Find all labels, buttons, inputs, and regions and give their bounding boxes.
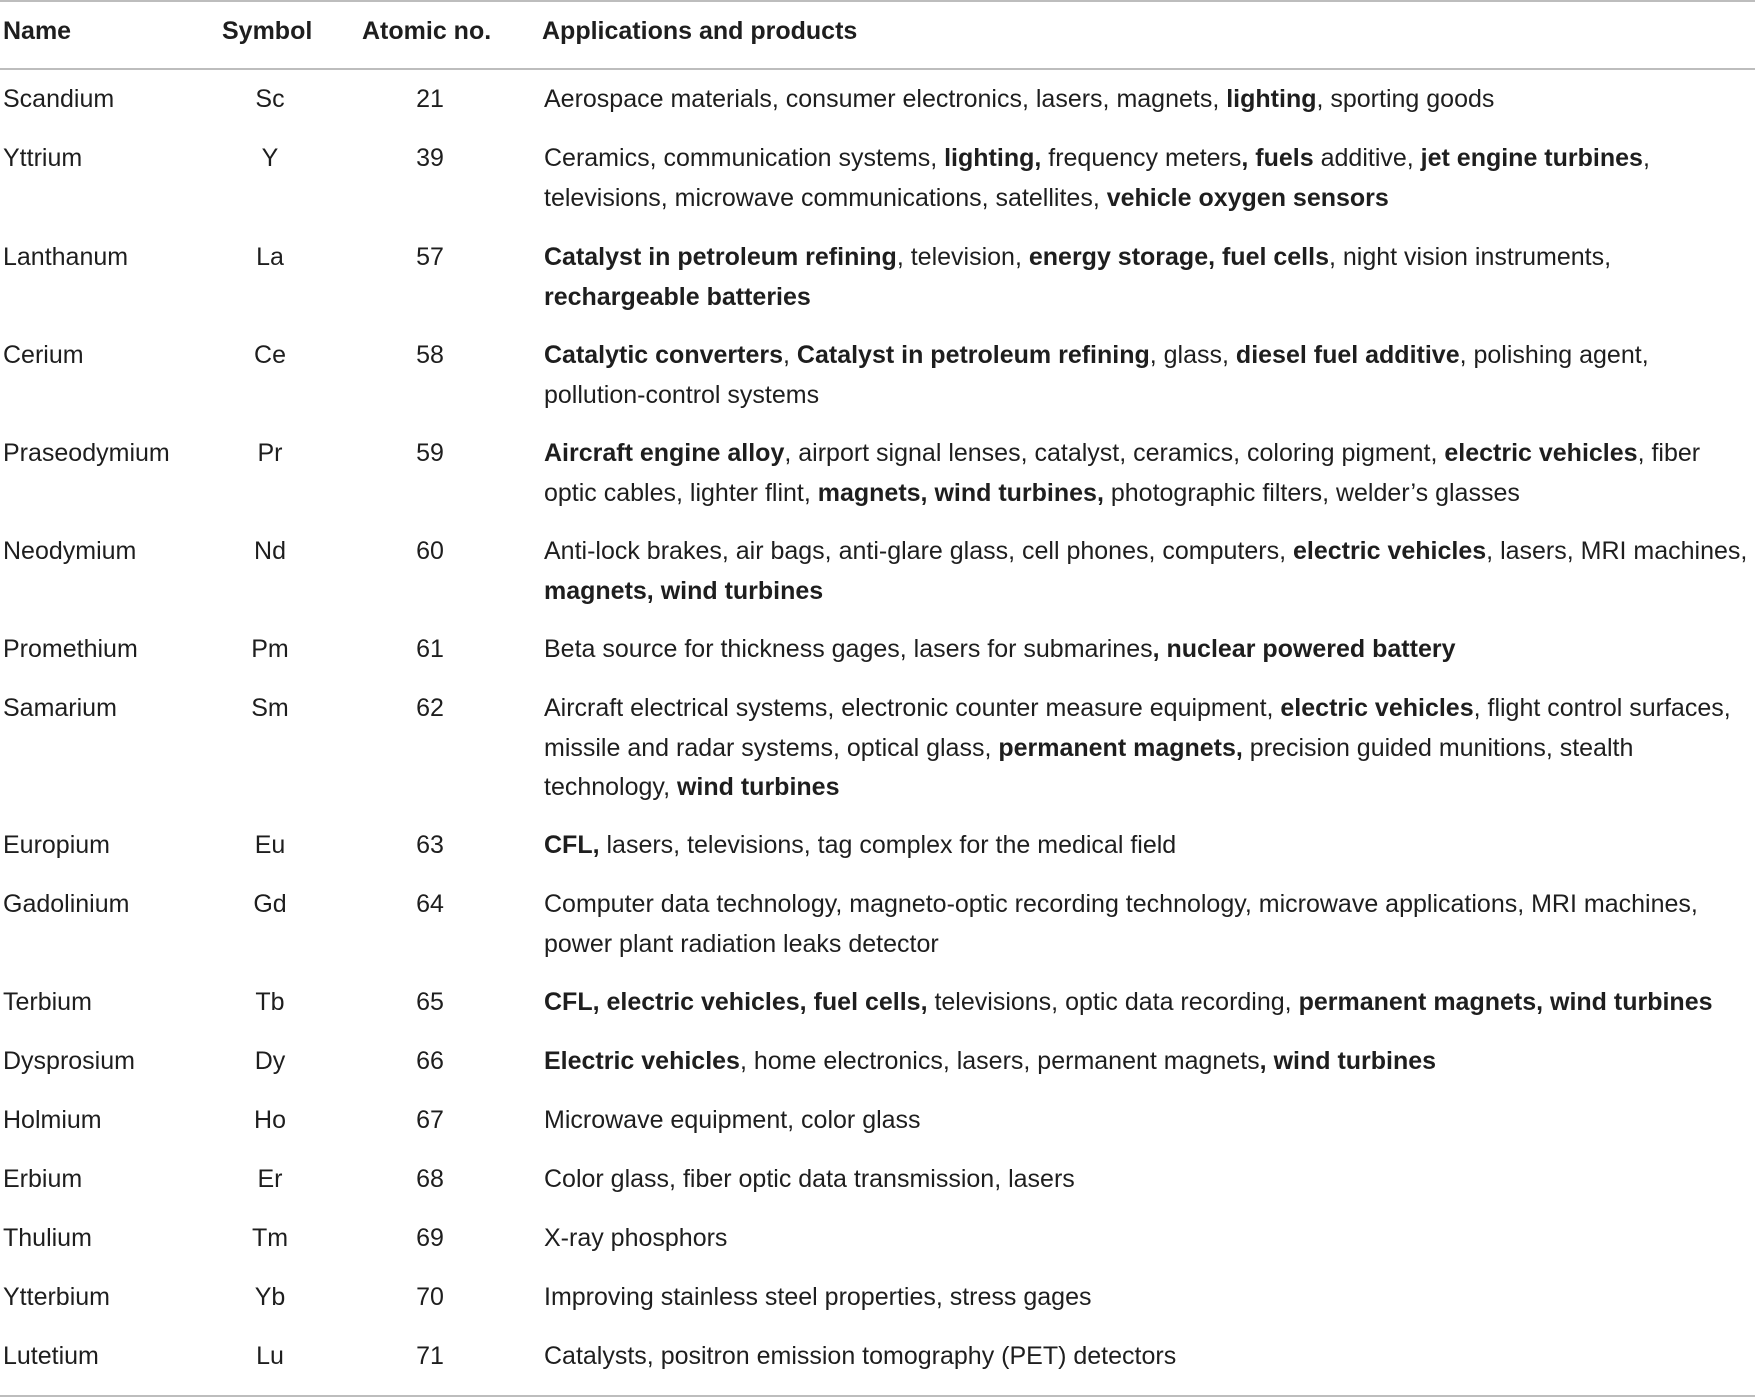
element-name: Terbium bbox=[3, 988, 92, 1016]
application-segment: , home electronics, lasers, permanent magnets bbox=[739, 1047, 1260, 1075]
application-bold-segment: Electric vehicles bbox=[544, 1047, 740, 1075]
application-bold-segment: magnets, wind turbines bbox=[544, 576, 824, 605]
application-segment: Computer data technology, magneto-optic recording technology, microwave applications, MRI machines, power plant radiation leaks detector bbox=[544, 890, 1698, 958]
applications-text bbox=[544, 1278, 1754, 1318]
atomic-number: 64 bbox=[416, 890, 444, 918]
applications-text bbox=[544, 336, 1754, 415]
element-symbol: Tm bbox=[251, 1224, 289, 1252]
application-segment: , televisions, microwave communications, satellites, bbox=[544, 144, 1650, 212]
atomic-number: 66 bbox=[416, 1047, 444, 1075]
application-bold-segment: magnets, wind turbines, bbox=[817, 478, 1104, 507]
application-segment: , polishing agent, pollution-control systems bbox=[544, 341, 1649, 409]
applications-text bbox=[544, 80, 1754, 120]
application-bold-segment: Catalyst in petroleum refining bbox=[796, 341, 1150, 369]
element-name: Gadolinium bbox=[3, 890, 130, 918]
application-bold-segment: wind turbines bbox=[676, 773, 840, 801]
element-name: Erbium bbox=[3, 1165, 83, 1193]
element-symbol: Ce bbox=[254, 341, 286, 369]
atomic-number: 57 bbox=[416, 243, 444, 271]
atomic-number: 67 bbox=[416, 1106, 444, 1134]
applications-text bbox=[544, 532, 1754, 611]
application-segment: frequency meters bbox=[1041, 144, 1242, 172]
element-symbol: Pm bbox=[251, 635, 289, 663]
application-segment: Catalysts, positron emission tomography (PET) detectors bbox=[544, 1342, 1177, 1370]
applications-text bbox=[544, 630, 1754, 670]
element-symbol: Sm bbox=[251, 694, 289, 722]
atomic-number: 68 bbox=[416, 1165, 444, 1193]
application-bold-segment: , wind turbines bbox=[1259, 1047, 1437, 1075]
application-segment: televisions, optic data recording, bbox=[927, 988, 1299, 1016]
atomic-number: 69 bbox=[416, 1224, 444, 1252]
element-symbol: Nd bbox=[254, 537, 286, 565]
application-segment: precision guided munitions, stealth technology, bbox=[544, 733, 1634, 801]
application-segment: , sporting goods bbox=[1316, 85, 1495, 113]
element-name: Lanthanum bbox=[3, 243, 129, 271]
applications-text bbox=[544, 1337, 1754, 1377]
element-symbol: Pr bbox=[257, 439, 283, 467]
element-name: Scandium bbox=[3, 85, 115, 113]
application-bold-segment: energy storage, fuel cells bbox=[1028, 243, 1329, 271]
element-name: Dysprosium bbox=[3, 1047, 135, 1075]
header-name: Name bbox=[3, 17, 72, 45]
application-segment: additive, bbox=[1313, 144, 1421, 172]
application-bold-segment: electric vehicles bbox=[1444, 439, 1638, 467]
application-bold-segment: electric vehicles bbox=[1280, 694, 1474, 722]
application-segment: , night vision instruments, bbox=[1328, 243, 1612, 271]
element-symbol: Dy bbox=[254, 1047, 286, 1075]
atomic-number: 59 bbox=[416, 439, 444, 467]
application-bold-segment: lighting, bbox=[944, 144, 1042, 172]
element-symbol: Yb bbox=[254, 1283, 286, 1311]
element-name: Yttrium bbox=[3, 144, 83, 172]
application-segment: Beta source for thickness gages, lasers for submarines bbox=[544, 635, 1153, 663]
applications-text bbox=[544, 826, 1754, 866]
application-segment: Aircraft electrical systems, electronic counter measure equipment, bbox=[544, 694, 1281, 722]
element-name: Europium bbox=[3, 831, 110, 859]
element-name: Samarium bbox=[3, 694, 117, 722]
element-name: Praseodymium bbox=[3, 439, 170, 467]
application-segment: Ceramics, communication systems, bbox=[544, 144, 945, 172]
element-symbol: Y bbox=[261, 144, 279, 172]
application-segment: Anti-lock brakes, air bags, anti-glare glass, cell phones, computers, bbox=[544, 537, 1293, 565]
applications-text bbox=[544, 885, 1754, 964]
application-bold-segment: electric vehicles bbox=[1292, 537, 1487, 565]
application-bold-segment: permanent magnets, wind turbines bbox=[1298, 988, 1713, 1016]
applications-text bbox=[544, 1101, 1754, 1141]
application-bold-segment: Catalyst in petroleum refining bbox=[544, 243, 897, 271]
atomic-number: 21 bbox=[416, 85, 444, 113]
element-symbol: Lu bbox=[256, 1342, 284, 1370]
application-bold-segment: permanent magnets, bbox=[998, 733, 1243, 762]
atomic-number: 62 bbox=[416, 694, 444, 722]
applications-text bbox=[544, 139, 1754, 218]
header-atomic-no: Atomic no. bbox=[362, 17, 492, 45]
application-segment: , flight control surfaces, missile and radar systems, optical glass, bbox=[544, 694, 1731, 762]
element-name: Promethium bbox=[3, 635, 138, 663]
element-symbol: Tb bbox=[255, 988, 285, 1016]
header-row bbox=[0, 0, 1755, 68]
atomic-number: 61 bbox=[416, 635, 444, 663]
element-symbol: Gd bbox=[253, 890, 287, 918]
applications-text bbox=[544, 689, 1754, 808]
application-bold-segment: , nuclear powered battery bbox=[1152, 635, 1456, 663]
application-segment: , lasers, MRI machines, bbox=[1486, 537, 1748, 565]
element-name: Thulium bbox=[3, 1224, 92, 1252]
applications-text bbox=[544, 238, 1754, 317]
header-rule bbox=[0, 68, 1755, 70]
application-bold-segment: vehicle oxygen sensors bbox=[1106, 183, 1389, 212]
application-bold-segment: CFL, electric vehicles, fuel cells, bbox=[544, 988, 928, 1016]
element-symbol: Er bbox=[257, 1165, 283, 1193]
application-bold-segment: CFL, bbox=[544, 831, 600, 859]
application-bold-segment: Catalytic converters bbox=[544, 341, 784, 369]
application-segment: X-ray phosphors bbox=[544, 1224, 728, 1252]
applications-text bbox=[544, 1042, 1754, 1082]
application-bold-segment: diesel fuel additive bbox=[1235, 341, 1460, 369]
atomic-number: 71 bbox=[416, 1342, 444, 1370]
element-symbol: La bbox=[256, 243, 284, 271]
element-symbol: Eu bbox=[254, 831, 286, 859]
application-segment: , bbox=[783, 341, 797, 369]
application-bold-segment: rechargeable batteries bbox=[544, 282, 811, 311]
element-symbol: Ho bbox=[254, 1106, 286, 1134]
applications-text bbox=[544, 983, 1754, 1023]
atomic-number: 70 bbox=[416, 1283, 444, 1311]
atomic-number: 65 bbox=[416, 988, 444, 1016]
atomic-number: 39 bbox=[416, 144, 444, 172]
application-segment: , airport signal lenses, catalyst, ceramics, coloring pigment, bbox=[784, 439, 1445, 467]
atomic-number: 63 bbox=[416, 831, 444, 859]
application-bold-segment: jet engine turbines bbox=[1420, 144, 1643, 172]
application-bold-segment: Aircraft engine alloy bbox=[544, 439, 785, 467]
element-name: Cerium bbox=[3, 341, 84, 369]
application-segment: , television, bbox=[896, 243, 1029, 271]
element-name: Lutetium bbox=[3, 1342, 99, 1370]
application-segment: Aerospace materials, consumer electronics, lasers, magnets, bbox=[544, 85, 1227, 113]
applications-text bbox=[544, 1219, 1754, 1259]
application-segment: Microwave equipment, color glass bbox=[544, 1106, 921, 1134]
atomic-number: 58 bbox=[416, 341, 444, 369]
element-name: Ytterbium bbox=[3, 1283, 110, 1311]
header-applications: Applications and products bbox=[542, 17, 858, 45]
application-bold-segment: , fuels bbox=[1241, 144, 1314, 172]
application-segment: lasers, televisions, tag complex for the medical field bbox=[599, 831, 1177, 859]
element-name: Neodymium bbox=[3, 537, 137, 565]
application-segment: photographic filters, welder’s glasses bbox=[1103, 478, 1520, 507]
element-name: Holmium bbox=[3, 1106, 102, 1134]
applications-text bbox=[544, 434, 1754, 513]
application-segment: Improving stainless steel properties, stress gages bbox=[544, 1283, 1092, 1311]
application-segment: Color glass, fiber optic data transmission, lasers bbox=[544, 1165, 1075, 1193]
applications-text bbox=[544, 1160, 1754, 1200]
application-segment: , glass, bbox=[1149, 341, 1236, 369]
atomic-number: 60 bbox=[416, 537, 444, 565]
element-symbol: Sc bbox=[255, 85, 285, 113]
application-bold-segment: lighting bbox=[1226, 85, 1317, 113]
application-segment: , fiber optic cables, lighter flint, bbox=[544, 439, 1701, 507]
header-symbol: Symbol bbox=[222, 17, 313, 45]
